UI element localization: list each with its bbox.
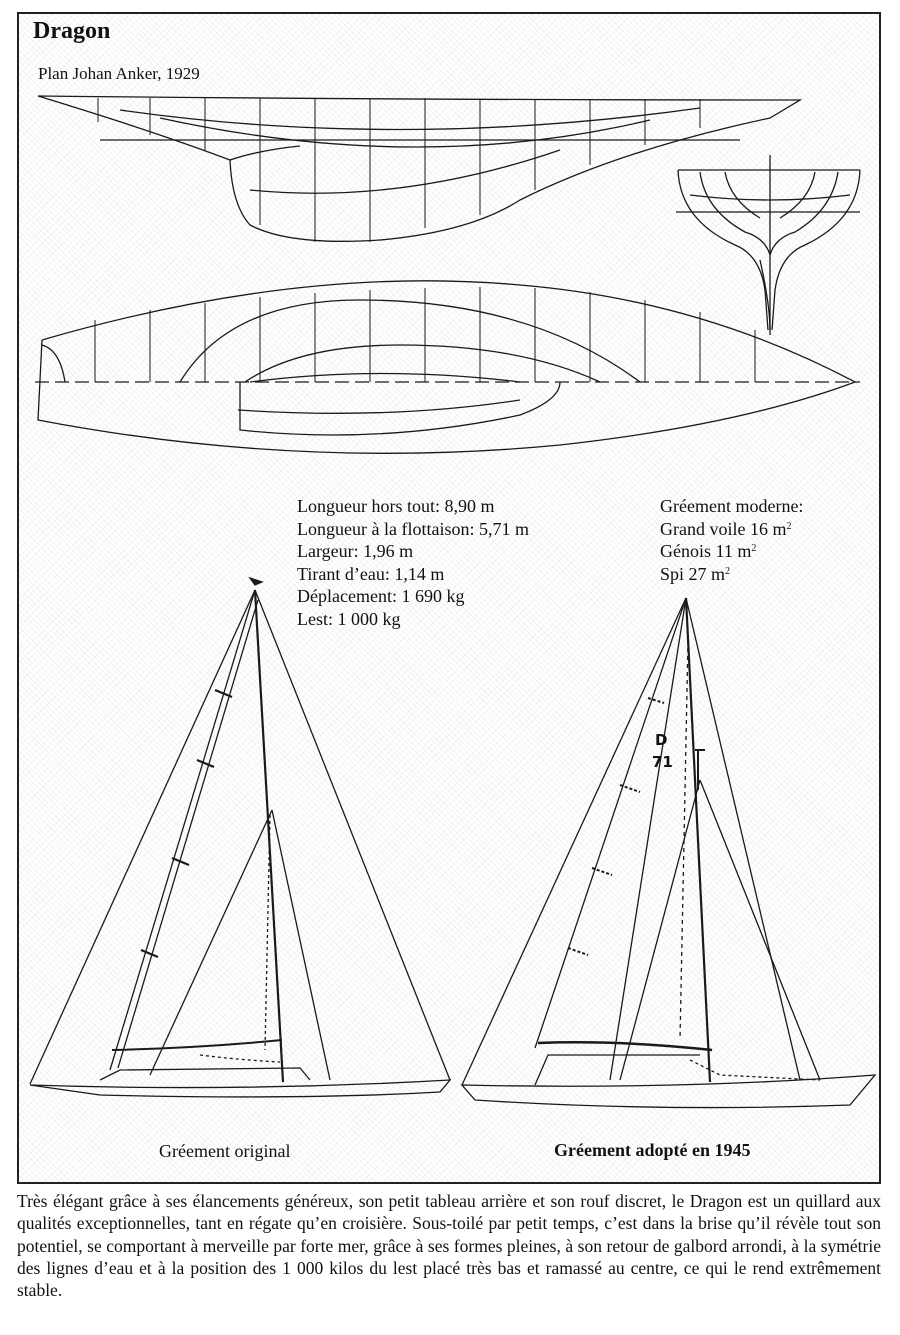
caption-1945-rig: Gréement adopté en 1945 (554, 1140, 751, 1160)
rig-heading: Gréement moderne: (660, 496, 804, 516)
spec-length-overall: Longueur hors tout: 8,90 m (297, 496, 495, 516)
rig-mainsail: Grand voile 16 $m^2$ (660, 518, 792, 539)
sail-number: 71 (652, 753, 673, 771)
sail-letter: D (655, 731, 668, 749)
spec-draft: Tirant d’eau: 1,14 m (297, 563, 445, 584)
spec-ballast: Lest: 1 000 kg (297, 608, 401, 629)
designer-credit: Plan Johan Anker, 1929 (38, 64, 200, 83)
spec-waterline-length: Longueur à la flottaison: 5,71 m (297, 518, 529, 539)
description-paragraph: Très élégant grâce à ses élancements généreux, son petit tableau arrière et son rouf discret, le Dragon est un quillard aux qualités exceptionnelles, tant en régate qu’en croisière. Sous-toilé par petit temps, c’est dans la brise qu’il révèle tout son potentiel, se comportant à merveille par forte mer, grâce à ses formes pleines, à son retour de galbord arrondi, à la symétrie des lignes d’eau et à la position des 1 000 kilos du lest placé très bas et ramassé au centre, ce qui le rend extrêmement stable. (17, 1191, 881, 1301)
caption-original-rig: Gréement original (159, 1141, 291, 1161)
rig-spinnaker: Spi 27 $m^2$ (660, 563, 731, 584)
page-title: Dragon (33, 18, 111, 44)
spec-displacement: Déplacement: 1 690 kg (297, 586, 465, 606)
spec-beam: Largeur: 1,96 m (297, 541, 414, 561)
rig-genoa: Génois 11 $m^2$ (660, 541, 757, 561)
